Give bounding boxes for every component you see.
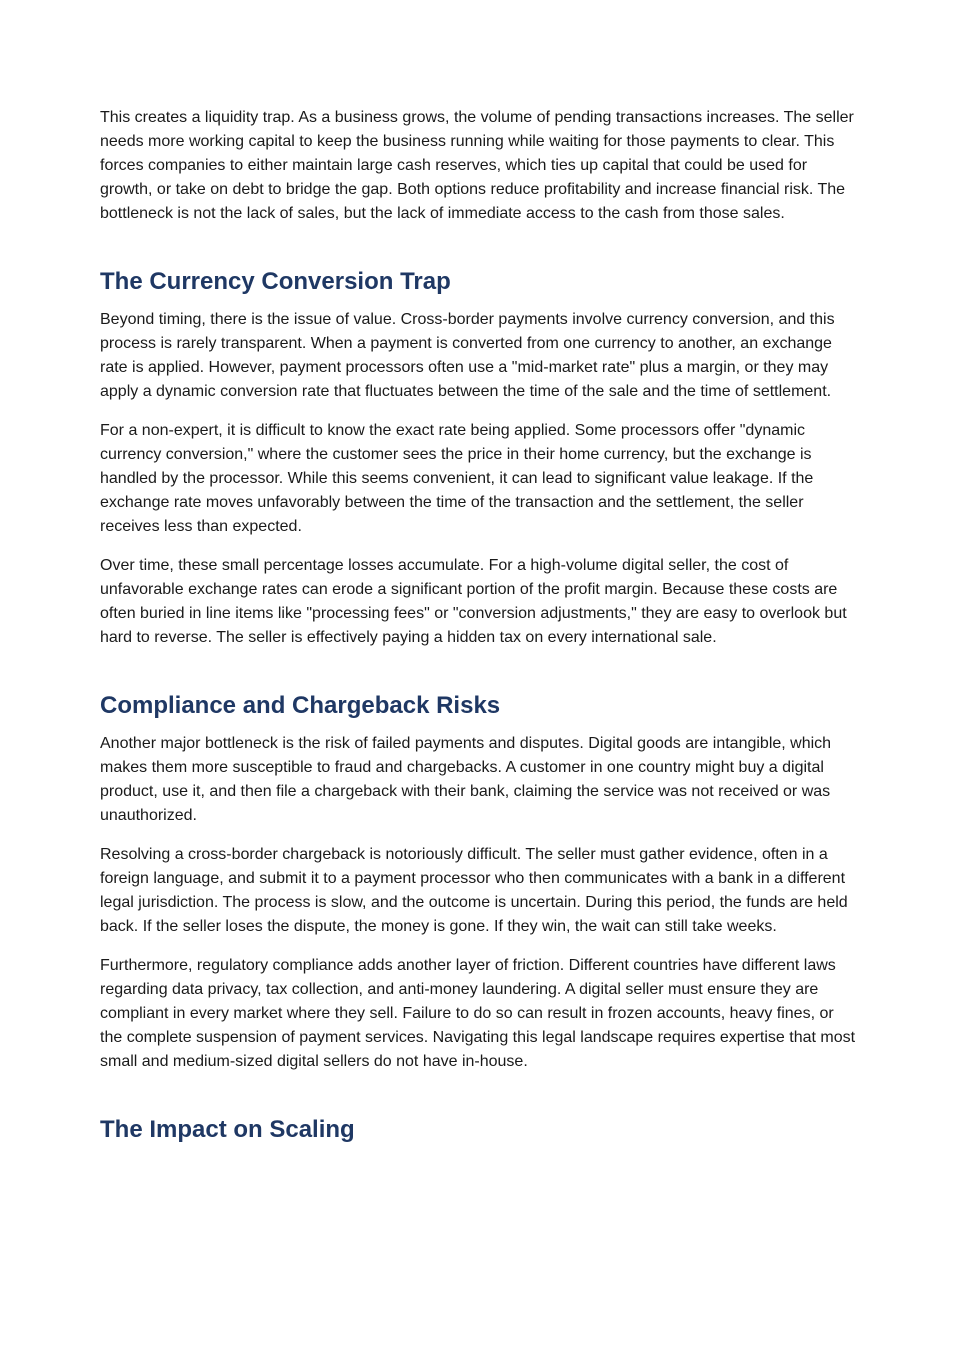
section-heading: The Impact on Scaling [100,1116,355,1143]
section-heading: The Currency Conversion Trap [100,268,451,295]
section-impact-on-scaling [100,1114,856,1146]
intro-paragraph: This creates a liquidity trap. As a business grows, the volume of pending transactions increases. The seller needs more working capital to keep the business running while waiting for those payments to clear. This forces companies to either maintain large cash reserves, which ties up capital that could be used for growth, or take on debt to bridge the gap. Both options reduce profitability and increase financial risk. The bottleneck is not the lack of sales, but the lack of immediate access to the cash from those sales. [100,109,854,222]
section-heading: Compliance and Chargeback Risks [100,692,501,719]
section-currency-conversion-trap [100,266,856,650]
document-page [100,106,856,1156]
body-paragraph: Over time, these small percentage losses accumulate. For a high-volume digital seller, the cost of unfavorable exchange rates can erode a significant portion of the profit margin. Because these costs are often buried in line items like "processing fees" or "conversion adjustments," they are easy to overlook but hard to reverse. The seller is effectively paying a hidden tax on every international sale. [100,557,847,646]
body-paragraph: Resolving a cross-border chargeback is notoriously difficult. The seller must gather evidence, often in a foreign language, and submit it to a payment processor who then communicates with a bank in a different legal jurisdiction. The process is slow, and the outcome is uncertain. During this period, the funds are held back. If the seller loses the dispute, the money is gone. If they win, the wait can still take weeks. [100,846,848,935]
body-paragraph: Furthermore, regulatory compliance adds another layer of friction. Different countries have different laws regarding data privacy, tax collection, and anti-money laundering. A digital seller must ensure they are compliant in every market where they sell. Failure to do so can result in frozen accounts, heavy fines, or the complete suspension of payment services. Navigating this legal landscape requires expertise that most small and medium-sized digital sellers do not have in-house. [100,957,856,1070]
body-paragraph: For a non-expert, it is difficult to know the exact rate being applied. Some processors offer "dynamic currency conversion," where the customer sees the price in their home currency, but the exchange is handled by the processor. While this seems convenient, it can lead to significant value leakage. If the exchange rate moves unfavorably between the time of the transaction and the settlement, the seller receives less than expected. [100,422,814,535]
body-paragraph: Another major bottleneck is the risk of failed payments and disputes. Digital goods are intangible, which makes them more susceptible to fraud and chargebacks. A customer in one country might buy a digital product, use it, and then file a chargeback with their bank, claiming the service was not received or was unauthorized. [100,735,832,824]
body-paragraph: Beyond timing, there is the issue of value. Cross-border payments involve currency conversion, and this process is rarely transparent. When a payment is converted from one currency to another, an exchange rate is applied. However, payment processors often use a "mid-market rate" plus a margin, or they may apply a dynamic conversion rate that fluctuates between the time of the sale and the time of settlement. [100,311,835,400]
section-compliance-chargeback-risks [100,690,856,1074]
